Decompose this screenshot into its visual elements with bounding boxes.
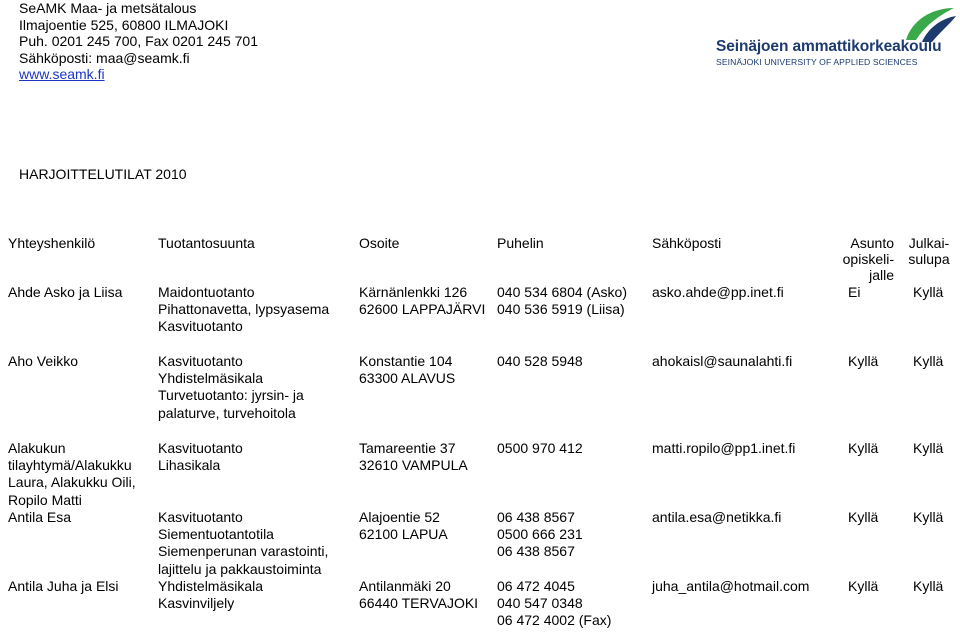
cell-phone <box>497 353 583 370</box>
cell-line: Antilanmäki 20 <box>359 578 451 594</box>
header-transport-line: Julkai- <box>908 235 950 251</box>
cell-line: Siemenperunan varastointi, <box>158 543 329 560</box>
cell-contact <box>8 509 71 526</box>
cell-contact <box>8 284 122 301</box>
logo-subtitle: SEINÄJOKI UNIVERSITY OF APPLIED SCIENCES <box>716 57 918 67</box>
website-link[interactable]: www.seamk.fi <box>19 66 105 82</box>
cell-line: Pihattonavetta, lypsyasema <box>158 301 330 318</box>
cell-line: Antila Juha ja Elsi <box>8 578 119 594</box>
cell-line: Kasvituotanto <box>158 318 243 335</box>
cell-phone <box>497 509 583 561</box>
cell-line: lajittelu ja pakkaustoiminta <box>158 560 322 577</box>
cell-line: Turvetuotanto: jyrsin- ja <box>158 387 304 404</box>
cell-production <box>158 509 328 578</box>
cell-line: Lihasikala <box>158 457 221 474</box>
cell-housing: Kyllä <box>848 578 879 594</box>
header-contact: Yhteyshenkilö <box>8 235 96 251</box>
organization-header <box>19 0 258 83</box>
cell-line: Siementuotantotila <box>158 526 274 543</box>
cell-line: Alajoentie 52 <box>359 509 440 525</box>
cell-line: Yhdistelmäsikala <box>158 578 264 594</box>
cell-housing: Kyllä <box>848 509 879 525</box>
cell-line: Kärnänlenkki 126 <box>359 284 468 300</box>
cell-line: Kasvituotanto <box>158 509 243 525</box>
cell-line: Laura, Alakukku Oili, <box>8 474 136 491</box>
cell-line: 040 547 0348 <box>497 595 583 612</box>
cell-contact <box>8 578 119 595</box>
cell-line: Ropilo Matti <box>8 491 82 508</box>
cell-line: Maidontuotanto <box>158 284 255 300</box>
cell-production <box>158 353 304 422</box>
org-address: Ilmajoentie 525, 60800 ILMAJOKI <box>19 16 229 33</box>
cell-email: ahokaisl@saunalahti.fi <box>652 353 793 369</box>
cell-line: Kasvituotanto <box>158 353 243 369</box>
cell-address <box>359 509 448 543</box>
cell-line: Antila Esa <box>8 509 72 525</box>
cell-transport: Kyllä <box>913 284 944 300</box>
cell-transport: Kyllä <box>913 353 944 369</box>
cell-line: 66440 TERVAJOKI <box>359 595 479 612</box>
cell-phone <box>497 284 627 318</box>
cell-phone <box>497 440 583 457</box>
cell-email: juha_antila@hotmail.com <box>652 578 810 594</box>
header-phone: Puhelin <box>497 235 544 251</box>
cell-address <box>359 578 478 612</box>
cell-contact <box>8 440 136 509</box>
org-email: Sähköposti: maa@seamk.fi <box>19 49 190 66</box>
header-housing-line: jalle <box>869 267 894 283</box>
cell-email: matti.ropilo@pp1.inet.fi <box>652 440 796 456</box>
header-production: Tuotantosuunta <box>158 235 255 251</box>
cell-line: Alakukun <box>8 440 66 456</box>
cell-transport: Kyllä <box>913 509 944 525</box>
cell-email: asko.ahde@pp.inet.fi <box>652 284 784 300</box>
cell-line: Kasvinviljely <box>158 595 235 612</box>
cell-line: Yhdistelmäsikala <box>158 370 264 387</box>
cell-line: 0500 970 412 <box>497 440 583 456</box>
seamk-logo <box>716 6 956 68</box>
cell-line: Ahde Asko ja Liisa <box>8 284 123 300</box>
cell-housing: Kyllä <box>848 440 879 456</box>
header-email: Sähköposti <box>652 235 722 251</box>
cell-line: Tamareentie 37 <box>359 440 456 456</box>
cell-email: antila.esa@netikka.fi <box>652 509 782 525</box>
cell-line: 040 536 5919 (Liisa) <box>497 301 625 318</box>
cell-production <box>158 440 243 474</box>
cell-line: 0500 666 231 <box>497 526 583 543</box>
cell-production <box>158 578 263 612</box>
header-housing-line: Asunto <box>850 235 894 251</box>
cell-contact <box>8 353 78 370</box>
cell-line: palaturve, turvehoitola <box>158 404 296 421</box>
cell-line: 62600 LAPPAJÄRVI <box>359 301 486 318</box>
cell-phone <box>497 578 611 630</box>
header-housing <box>834 235 894 283</box>
document-title: HARJOITTELUTILAT 2010 <box>19 166 187 182</box>
logo-title: Seinäjoen ammattikorkeakoulu <box>716 38 942 55</box>
cell-housing: Ei <box>848 284 861 300</box>
cell-transport: Kyllä <box>913 578 944 594</box>
cell-housing: Kyllä <box>848 353 879 369</box>
cell-line: 040 534 6804 (Asko) <box>497 284 627 300</box>
header-housing-line: opiskeli- <box>842 251 894 267</box>
cell-address <box>359 353 455 387</box>
cell-line: 62100 LAPUA <box>359 526 448 543</box>
cell-line: 06 438 8567 <box>497 543 575 560</box>
header-address: Osoite <box>359 235 400 251</box>
header-transport <box>904 235 954 267</box>
cell-transport: Kyllä <box>913 440 944 456</box>
cell-line: 06 472 4002 (Fax) <box>497 612 612 629</box>
cell-line: 06 438 8567 <box>497 509 575 525</box>
org-phone: Puh. 0201 245 700, Fax 0201 245 701 <box>19 33 258 49</box>
cell-line: 63300 ALAVUS <box>359 370 456 387</box>
cell-line: 040 528 5948 <box>497 353 583 369</box>
cell-production <box>158 284 329 336</box>
cell-line: 06 472 4045 <box>497 578 575 594</box>
cell-address <box>359 440 468 474</box>
cell-line: Aho Veikko <box>8 353 79 369</box>
cell-line: tilayhtymä/Alakukku <box>8 457 132 474</box>
cell-line: Kasvituotanto <box>158 440 243 456</box>
cell-line: Konstantie 104 <box>359 353 453 369</box>
org-name: SeAMK Maa- ja metsätalous <box>19 0 197 16</box>
header-transport-line: sulupa <box>908 251 950 267</box>
cell-line: 32610 VAMPULA <box>359 457 468 474</box>
cell-address <box>359 284 485 318</box>
